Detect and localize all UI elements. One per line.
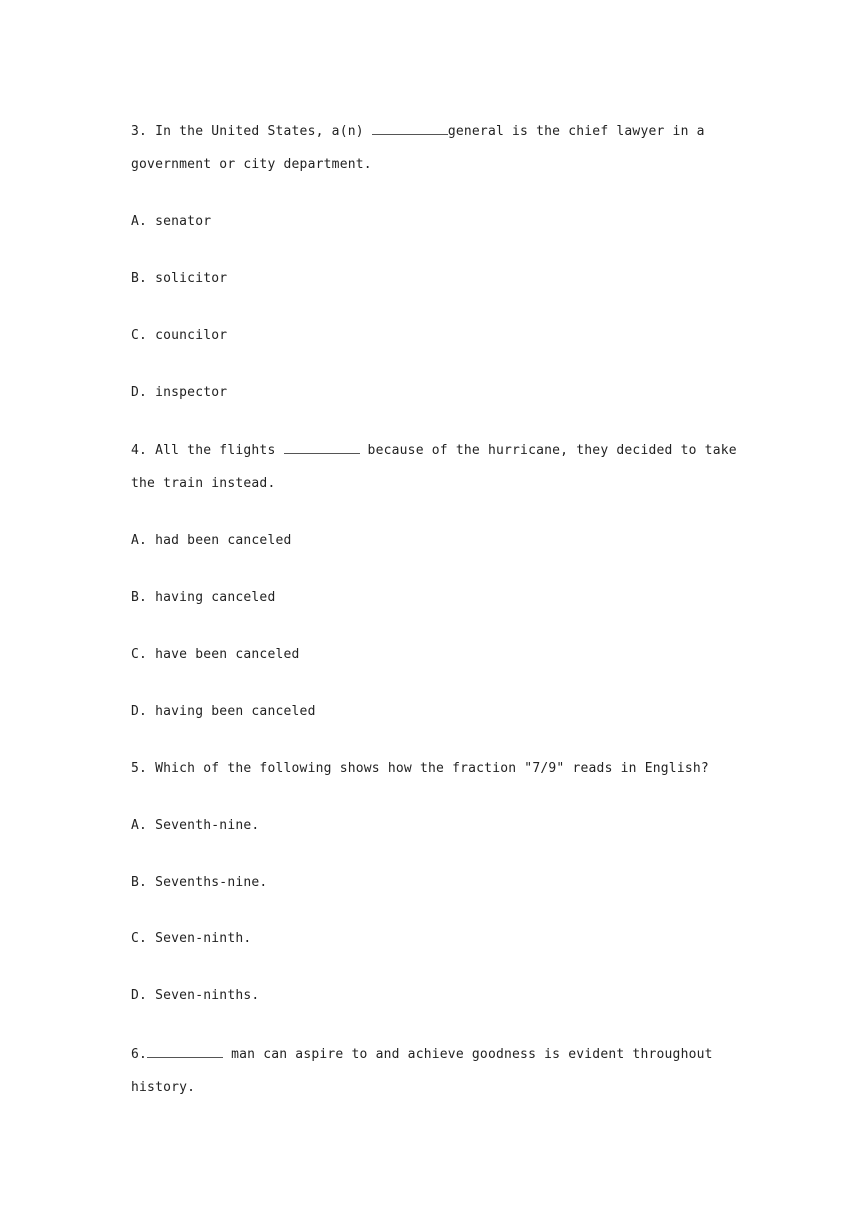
question-3-stem-line1 (131, 122, 705, 140)
question-4-option-c: C. have been canceled (131, 647, 300, 662)
question-6-stem-line1 (131, 1045, 713, 1063)
question-6-stem-part2: man can aspire to and achieve goodness is evident throughout (223, 1047, 713, 1062)
question-4-stem-part1: 4. All the flights (131, 443, 284, 458)
question-5-stem: 5. Which of the following shows how the fraction "7/9" reads in English? (131, 761, 709, 776)
question-3-option-d: D. inspector (131, 385, 228, 400)
question-3-option-b: B. solicitor (131, 271, 228, 286)
question-5-option-a: A. Seventh-nine. (131, 818, 260, 833)
answer-blank (372, 122, 448, 135)
question-4-option-b: B. having canceled (131, 590, 276, 605)
question-4-option-d: D. having been canceled (131, 704, 316, 719)
answer-blank (147, 1045, 223, 1058)
question-3-stem-line2: government or city department. (131, 157, 372, 172)
question-6-stem-part1: 6. (131, 1047, 148, 1062)
question-3-option-c: C. councilor (131, 328, 228, 343)
question-4-stem-line2: the train instead. (131, 476, 276, 491)
question-5-option-c: C. Seven-ninth. (131, 931, 252, 946)
question-3-option-a: A. senator (131, 214, 212, 229)
answer-blank (284, 441, 360, 454)
question-5-option-b: B. Sevenths-nine. (131, 875, 268, 890)
question-6-stem-line2: history. (131, 1080, 196, 1095)
question-4-option-a: A. had been canceled (131, 533, 292, 548)
question-3-stem-part1: 3. In the United States, a(n) (131, 124, 372, 139)
question-3-stem-part2: general is the chief lawyer in a (447, 124, 705, 139)
question-4-stem-line1 (131, 441, 737, 459)
question-4-stem-part2: because of the hurricane, they decided to take (359, 443, 737, 458)
question-5-option-d: D. Seven-ninths. (131, 988, 260, 1003)
